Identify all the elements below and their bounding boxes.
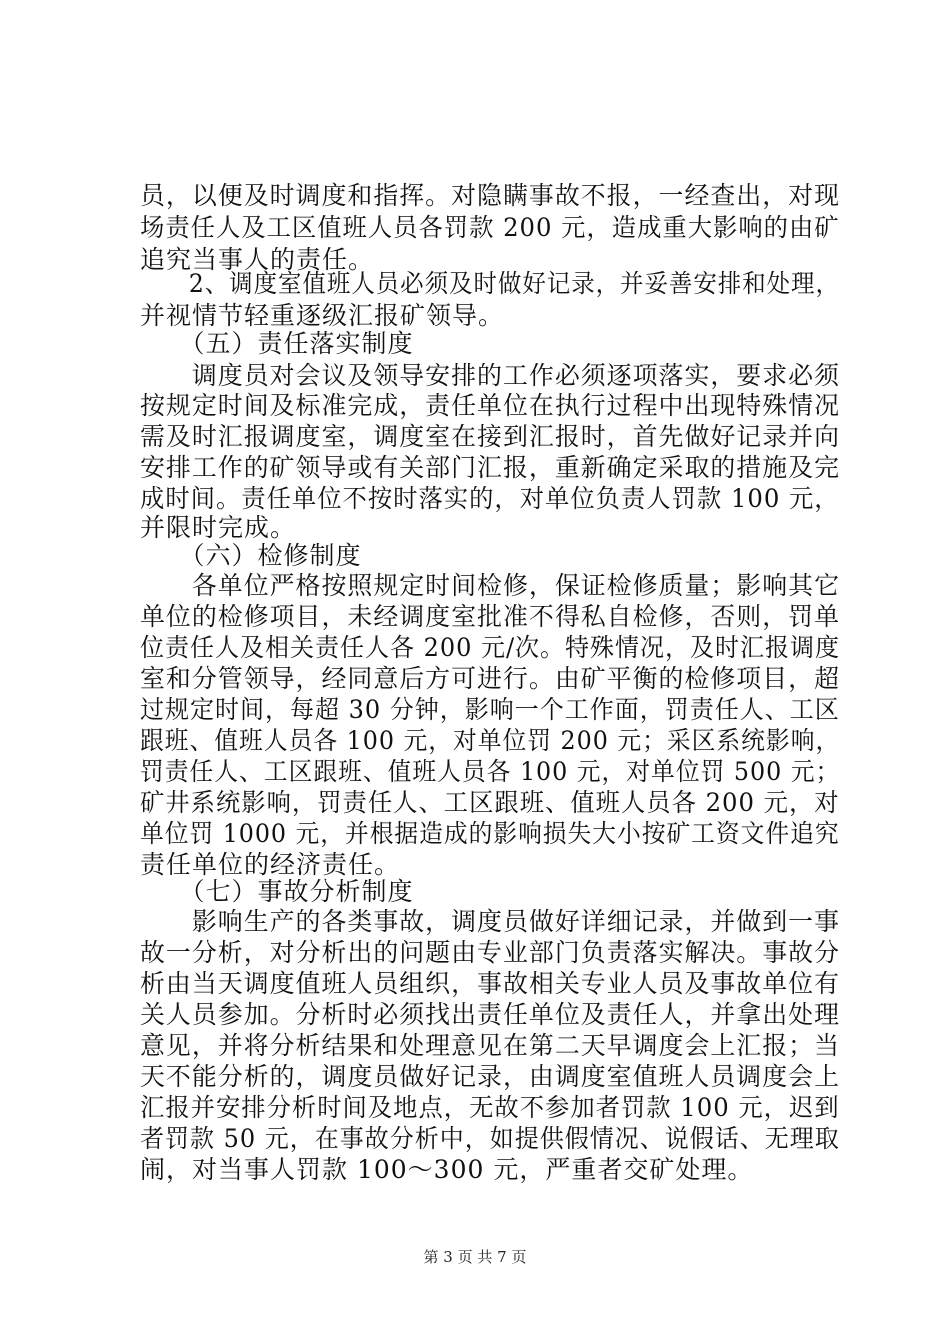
text-line: 员，以便及时调度和指挥。对隐瞒事故不报，一经查出，对现 bbox=[140, 181, 841, 210]
text-line: 故一分析，对分析出的问题由专业部门负责落实解决。事故分 bbox=[140, 938, 841, 967]
text-line: 跟班、值班人员各 100 元，对单位罚 200 元；采区系统影响， bbox=[140, 726, 841, 755]
section-heading: （七）事故分析制度 bbox=[140, 877, 414, 906]
text-line: 者罚款 50 元，在事故分析中，如提供假情况、说假话、无理取 bbox=[140, 1124, 840, 1153]
text-line: 安排工作的矿领导或有关部门汇报，重新确定采取的措施及完 bbox=[140, 453, 841, 482]
text-line: 意见，并将分析结果和处理意见在第二天早调度会上汇报；当 bbox=[140, 1031, 841, 1060]
text-line: 单位的检修项目，未经调度室批准不得私自检修，否则，罚单 bbox=[140, 602, 841, 631]
text-line: 调度员对会议及领导安排的工作必须逐项落实，要求必须 bbox=[140, 361, 841, 390]
page-footer: 第 3 页 共 7 页 bbox=[423, 1248, 527, 1266]
text-line: 并限时完成。 bbox=[140, 513, 297, 542]
text-line: 析由当天调度值班人员组织，事故相关专业人员及事故单位有 bbox=[140, 969, 841, 998]
section-heading: （五）责任落实制度 bbox=[140, 329, 414, 358]
text-line: 汇报并安排分析时间及地点，无故不参加者罚款 100 元，迟到 bbox=[140, 1093, 840, 1122]
text-line: 影响生产的各类事故，调度员做好详细记录，并做到一事 bbox=[140, 907, 841, 936]
text-line: 2、调度室值班人员必须及时做好记录，并妥善安排和处理， bbox=[140, 269, 840, 298]
text-line: 位责任人及相关责任人各 200 元/次。特殊情况，及时汇报调度 bbox=[140, 633, 841, 662]
text-line: 追究当事人的责任。 bbox=[140, 245, 375, 274]
text-line: 并视情节轻重逐级汇报矿领导。 bbox=[140, 301, 505, 330]
text-line: 需及时汇报调度室，调度室在接到汇报时，首先做好记录并向 bbox=[140, 422, 841, 451]
text-line: 各单位严格按照规定时间检修，保证检修质量；影响其它 bbox=[140, 571, 841, 600]
text-line: 矿井系统影响，罚责任人、工区跟班、值班人员各 200 元，对 bbox=[140, 788, 840, 817]
text-line: 过规定时间，每超 30 分钟，影响一个工作面，罚责任人、工区 bbox=[140, 695, 840, 724]
text-line: 成时间。责任单位不按时落实的，对单位负责人罚款 100 元， bbox=[140, 484, 840, 513]
section-heading: （六）检修制度 bbox=[140, 541, 362, 570]
text-line: 天不能分析的，调度员做好记录，由调度室值班人员调度会上 bbox=[140, 1062, 841, 1091]
text-line: 关人员参加。分析时必须找出责任单位及责任人，并拿出处理 bbox=[140, 1000, 841, 1029]
text-line: 按规定时间及标准完成，责任单位在执行过程中出现特殊情况 bbox=[140, 391, 841, 420]
text-line: 罚责任人、工区跟班、值班人员各 100 元，对单位罚 500 元； bbox=[140, 757, 841, 786]
text-line: 闹，对当事人罚款 100～300 元，严重者交矿处理。 bbox=[140, 1155, 754, 1184]
text-line: 单位罚 1000 元，并根据造成的影响损失大小按矿工资文件追究 bbox=[140, 819, 840, 848]
text-line: 场责任人及工区值班人员各罚款 200 元，造成重大影响的由矿 bbox=[140, 213, 840, 242]
text-line: 室和分管领导，经同意后方可进行。由矿平衡的检修项目，超 bbox=[140, 664, 841, 693]
text-line: 责任单位的经济责任。 bbox=[140, 850, 401, 879]
